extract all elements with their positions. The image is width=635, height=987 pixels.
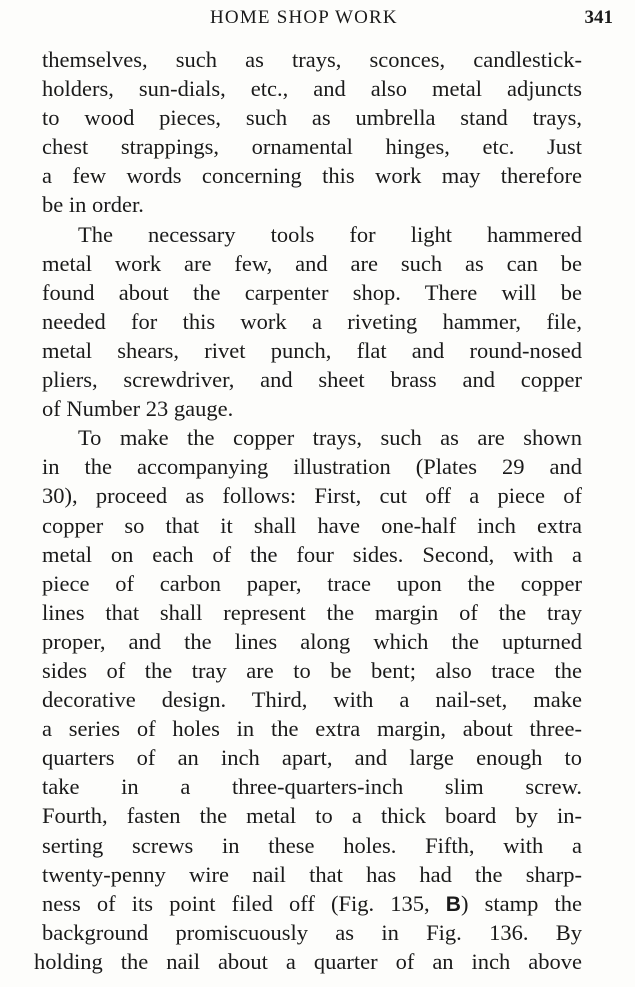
text-line: background promiscuously as in Fig. 136. By xyxy=(42,919,582,945)
paragraph-3 xyxy=(34,423,582,976)
text-line: serting screws in these holes. Fifth, with a xyxy=(42,832,582,858)
text-line: To make the copper trays, such as are shown xyxy=(78,425,582,451)
text-line: in the accompanying illustration (Plates 29 and xyxy=(42,454,582,480)
text-line: lines that shall represent the margin of the tray xyxy=(42,599,582,625)
text-line: chest strappings, ornamental hinges, etc. Just xyxy=(42,134,582,160)
text-line: metal shears, rivet punch, flat and round-nosed xyxy=(42,337,582,363)
text-line: The necessary tools for light hammered xyxy=(78,221,582,247)
text-line: be in order. xyxy=(42,192,144,218)
page-number: 341 xyxy=(584,7,613,28)
text-line: metal work are few, and are such as can be xyxy=(42,250,582,276)
text-line: decorative design. Third, with a nail-set, make xyxy=(42,687,582,713)
paragraph-2 xyxy=(42,220,582,424)
running-title: HOME SHOP WORK xyxy=(210,7,398,28)
text-line: twenty-penny wire nail that has had the sharp- xyxy=(42,861,582,887)
text-line: to wood pieces, such as umbrella stand trays, xyxy=(42,105,582,131)
text-line: take in a three-quarters-inch slim screw. xyxy=(42,774,582,800)
text-line: needed for this work a riveting hammer, file, xyxy=(42,308,582,334)
text-line: holders, sun-dials, etc., and also metal adjuncts xyxy=(42,76,582,102)
text-line: proper, and the lines along which the upturned xyxy=(42,628,582,654)
text-line: copper so that it shall have one-half inch extra xyxy=(42,512,582,538)
text-line-with-figure-reference xyxy=(42,889,582,918)
body-text xyxy=(34,45,582,976)
text-line: themselves, such as trays, sconces, candlestick- xyxy=(42,47,582,72)
running-head xyxy=(0,5,635,31)
text-line: found about the carpenter shop. There will be xyxy=(42,279,582,305)
paragraph-1 xyxy=(42,45,582,220)
text-line: a series of holes in the extra margin, about three- xyxy=(42,716,582,742)
text-line: pliers, screwdriver, and sheet brass and copper xyxy=(42,367,582,393)
figure-letter: B xyxy=(445,892,461,916)
figure-reference-continuation: ) stamp the xyxy=(460,890,582,916)
text-line: of Number 23 gauge. xyxy=(42,396,234,422)
text-line: piece of carbon paper, trace upon the copper xyxy=(42,570,582,596)
figure-reference-text: ness of its point filed off (Fig. 135, xyxy=(42,890,430,916)
text-line: holding the nail about a quarter of an inch above xyxy=(34,948,582,974)
text-line: metal on each of the four sides. Second, with a xyxy=(42,541,582,567)
text-line: sides of the tray are to be bent; also trace the xyxy=(42,657,582,683)
text-line: Fourth, fasten the metal to a thick board by in- xyxy=(42,803,582,829)
text-line: 30), proceed as follows: First, cut off a piece of xyxy=(42,483,582,509)
text-line: quarters of an inch apart, and large enough to xyxy=(42,745,582,771)
text-line: a few words concerning this work may therefore xyxy=(42,163,582,189)
